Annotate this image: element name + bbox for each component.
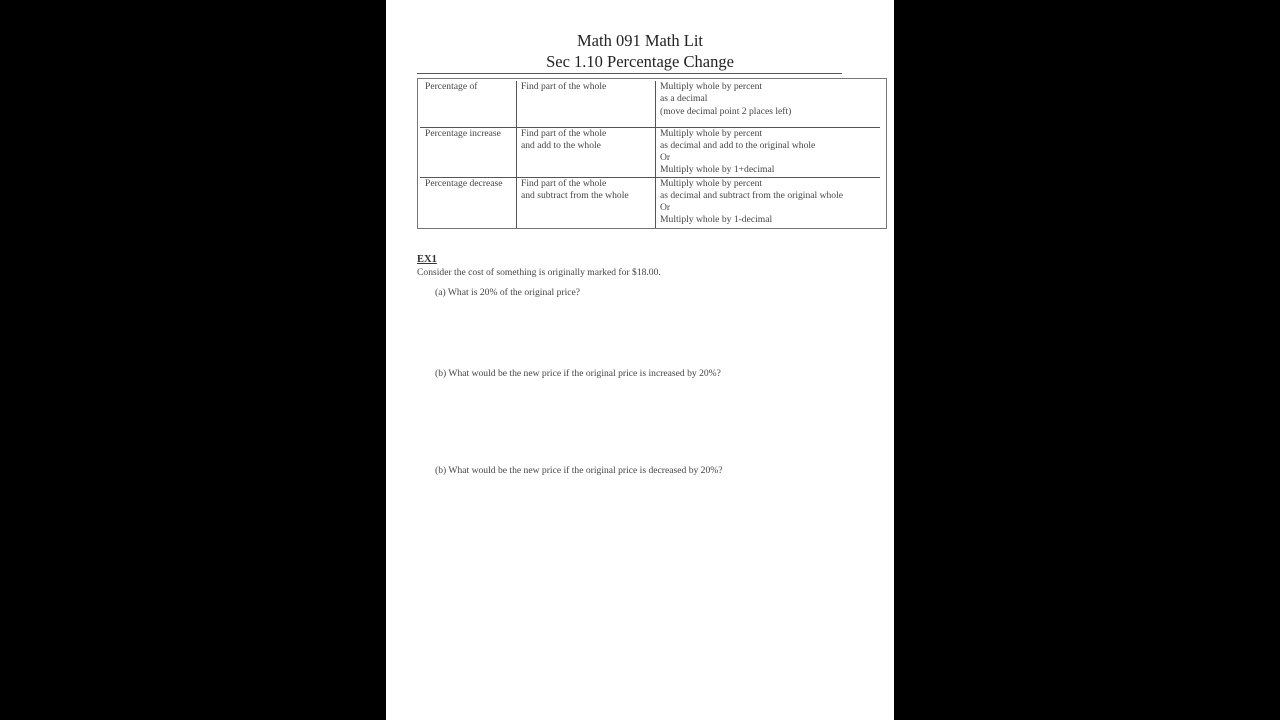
question-b-decrease: (b) What would be the new price if the original price is decreased by 20%? [435,465,723,476]
question-a: (a) What is 20% of the original price? [435,287,581,298]
row-method-line: Multiply whole by 1+decimal [660,164,775,176]
document-title: Math 091 Math Lit [576,31,704,50]
row-method-line: Or [660,152,671,164]
row-action-line: Find part of the whole [521,81,607,92]
row-method-line: as decimal and subtract from the original whole [660,189,844,201]
column-divider [516,81,517,228]
row-method-line: Multiply whole by 1-decimal [660,214,773,226]
row-action-line: and add to the whole [521,139,601,151]
row-method-line: Multiply whole by percent [660,127,763,139]
row-method-line: Or [660,202,671,214]
example-heading: EX1 [417,254,437,265]
document-page [386,0,894,720]
row-type-percentage-decrease: Percentage decrease [425,177,503,189]
question-b-increase: (b) What would be the new price if the original price is increased by 20%? [435,368,721,379]
row-type-percentage-increase: Percentage increase [425,127,501,139]
row-method-line: as decimal and add to the original whole [660,139,816,151]
row-method-line: (move decimal point 2 places left) [660,105,792,117]
percentage-reference-table [417,78,887,229]
column-divider [655,81,656,228]
section-title: Sec 1.10 Percentage Change [546,52,734,71]
row-method-line: as a decimal [660,93,708,105]
row-action-line: Find part of the whole [521,127,607,139]
row-method-line: Multiply whole by percent [660,177,763,189]
row-method-line: Multiply whole by percent [660,81,763,92]
example-intro: Consider the cost of something is originally marked for $18.00. [417,267,661,278]
row-type-percentage-of: Percentage of [425,81,478,92]
title-rule [417,73,842,74]
row-action-line: Find part of the whole [521,177,607,189]
row-action-line: and subtract from the whole [521,189,629,201]
